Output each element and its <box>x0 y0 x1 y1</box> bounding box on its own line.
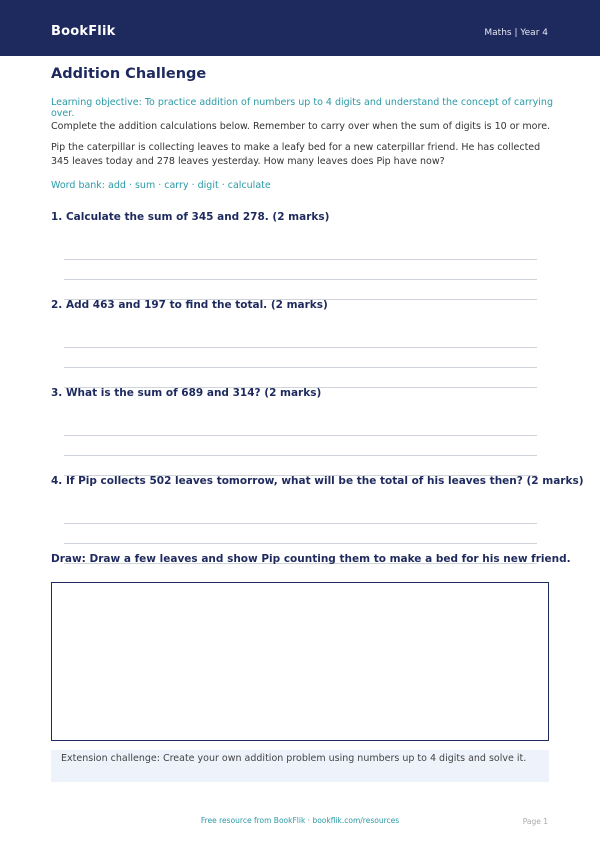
extension-text: Extension challenge: Create your own addition problem using numbers up to 4 digits and solve it. <box>61 753 527 764</box>
brand-logo-text[interactable]: BookFlik <box>51 24 116 39</box>
question-3: 3. What is the sum of 689 and 314? (2 marks) <box>51 387 322 399</box>
page-title: Addition Challenge <box>51 66 207 82</box>
answer-line[interactable] <box>64 523 537 524</box>
instructions-text: Complete the addition calculations below. Remember to carry over when the sum of digits is 10 or more. <box>51 121 551 132</box>
answer-line[interactable] <box>64 259 537 260</box>
word-bank: Word bank: add · sum · carry · digit · calculate <box>51 180 271 191</box>
page-number: Page 1 <box>522 817 548 826</box>
question-4: 4. If Pip collects 502 leaves tomorrow, what will be the total of his leaves then? (2 marks) <box>51 475 584 487</box>
answer-line[interactable] <box>64 279 537 280</box>
learning-objective: Learning objective: To practice addition of numbers up to 4 digits and understand the concept of carrying over. <box>51 97 553 119</box>
footer-credit[interactable]: Free resource from BookFlik · bookflik.com/resources <box>200 816 400 825</box>
answer-line[interactable] <box>64 367 537 368</box>
story-text: Pip the caterpillar is collecting leaves to make a leafy bed for a new caterpillar friend. He has collected 345 leaves today and 278 leaves yesterday. How many leaves does Pip have now? <box>51 142 541 167</box>
draw-prompt: Draw: Draw a few leaves and show Pip counting them to make a bed for his new friend. <box>51 553 571 565</box>
drawing-area[interactable] <box>51 582 549 741</box>
answer-line[interactable] <box>64 543 537 544</box>
answer-line[interactable] <box>64 435 537 436</box>
question-2: 2. Add 463 and 197 to find the total. (2 marks) <box>51 299 328 311</box>
subject-year-label: Maths | Year 4 <box>484 28 548 38</box>
header-bar <box>0 0 600 56</box>
answer-line[interactable] <box>64 347 537 348</box>
answer-line[interactable] <box>64 455 537 456</box>
extension-challenge <box>51 750 549 782</box>
question-1: 1. Calculate the sum of 345 and 278. (2 marks) <box>51 211 330 223</box>
